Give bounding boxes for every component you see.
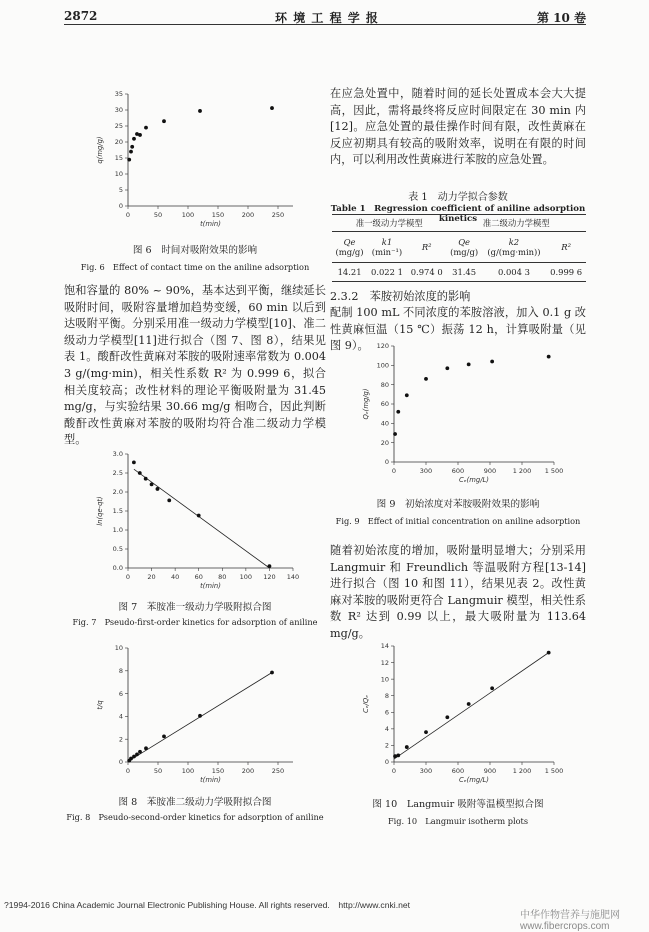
x-tick-label: 250	[271, 767, 285, 775]
x-tick-label: 150	[211, 211, 225, 219]
paragraph-isotherm: 随着初始浓度的增加，吸附量明显增大；分别采用 Langmuir 和 Freundlich 等温吸附方程[13-14]进行拟合（图 10 和图 11），结果见表 2。改性黄麻对苯胺的吸附更符合 Langmuir 模型，相关性系数 R² 达到 0.99 以上，最大吸附量为 113.64 mg/g。	[330, 544, 586, 640]
paragraph-kinetics: 饱和容量的 80% ~ 90%，基本达到平衡，继续延长吸附时间，吸附容量增加趋势变缓，60 min 以后到达吸附平衡。分别采用准一级动力学模型[10]、准二级动力学模型[11]进行拟合（图 7、图 8），结果见表 1。酸酐改性黄麻对苯胺的吸附速率常数为 0.004 3 g/(mg·min)，相关性系数 R² 为 0.999 6，拟合相关度较高；改性材料的理论平衡吸附量为 31.45 mg/g，与实验结果 30.66 mg/g 相吻合，因此判断酸酐改性黄麻对苯胺的吸附均符合准二级动力学模型。	[64, 284, 326, 447]
fit-line	[134, 469, 270, 568]
y-tick-label: 10	[380, 675, 389, 684]
x-tick-label: 140	[286, 573, 300, 581]
table-cell: 0.974 0	[407, 263, 447, 282]
data-point	[129, 150, 133, 154]
y-tick-label: 2	[384, 741, 389, 750]
data-point	[138, 471, 142, 475]
figure-9-caption-cn: 图 9 初始浓度对苯胺吸附效果的影响	[376, 499, 540, 510]
x-tick-label: 1 500	[544, 467, 564, 475]
y-tick-label: 5	[118, 186, 123, 195]
figure-10-caption-cn: 图 10 Langmuir 吸附等温模型拟合图	[372, 799, 544, 810]
table-cell: 31.45	[447, 263, 482, 282]
data-point	[490, 360, 494, 364]
data-point	[393, 432, 397, 436]
data-point	[467, 702, 471, 706]
y-tick-label: 120	[376, 342, 389, 351]
table-cell: 0.022 1	[367, 263, 407, 282]
y-tick-label: 14	[380, 642, 389, 651]
table-1-title-cn: 表 1 动力学拟合参数	[408, 192, 508, 203]
data-point	[144, 477, 148, 481]
y-tick-label: 2.0	[112, 488, 123, 497]
x-tick-label: 0	[125, 767, 131, 775]
data-point	[156, 487, 160, 491]
y-tick-label: 80	[380, 380, 389, 389]
x-tick-label: 200	[241, 211, 255, 219]
x-tick-label: 0	[391, 767, 397, 775]
x-tick-label: 100	[181, 211, 195, 219]
y-tick-label: 35	[114, 90, 123, 99]
y-tick-label: 0.0	[112, 564, 123, 573]
table-group-first-order: 准一级动力学模型	[332, 215, 447, 232]
x-tick-label: 100	[239, 573, 253, 581]
data-point	[144, 746, 148, 750]
y-axis-label: Cₑ/Qₑ	[362, 694, 370, 714]
figure-7-caption-cn: 图 7 苯胺准一级动力学吸附拟合图	[118, 602, 272, 613]
figure-7-chart	[88, 450, 308, 595]
y-tick-label: 8	[118, 667, 123, 675]
table-header: R²	[407, 232, 447, 263]
data-point	[268, 564, 272, 568]
y-tick-label: 8	[384, 691, 389, 700]
y-tick-label: 0	[118, 202, 123, 211]
x-tick-label: 150	[211, 767, 225, 775]
data-point	[144, 126, 148, 130]
data-point	[197, 514, 201, 518]
data-point	[138, 750, 142, 754]
data-point	[132, 460, 136, 464]
y-tick-label: 10	[114, 170, 123, 179]
data-point	[396, 753, 400, 757]
paragraph-emergency: 在应急处置中，随着时间的延长处置成本会大大提高，因此，需将最终将反应时间限定在 30 min 内[12]。应急处置的最佳操作时间有限，改性黄麻在反应初期具有较高的吸附效率，说明在有限的时间内，可以利用改性黄麻进行苯胺的应急处置。	[330, 87, 586, 167]
x-tick-label: 1 200	[512, 467, 532, 475]
copyright-footer: ?1994-2016 China Academic Journal Electronic Publishing House. All rights reserved. http://www.cnki.net	[4, 900, 411, 910]
y-tick-label: 6	[118, 689, 123, 698]
x-tick-label: 200	[241, 767, 255, 775]
data-point	[270, 106, 274, 110]
table-cell: 0.999 6	[546, 263, 586, 282]
table-cell: 0.004 3	[482, 263, 547, 282]
data-point	[127, 158, 131, 162]
x-tick-label: 300	[419, 767, 433, 775]
x-axis-label: Cₑ(mg/L)	[459, 776, 489, 784]
x-tick-label: 600	[451, 767, 465, 775]
data-point	[547, 355, 551, 359]
data-point	[162, 119, 166, 123]
figure-6-caption-cn: 图 6 时间对吸附效果的影响	[132, 245, 258, 256]
y-tick-label: 40	[380, 419, 389, 428]
y-tick-label: 2.5	[112, 469, 123, 478]
x-tick-label: 0	[125, 211, 131, 219]
data-point	[445, 366, 449, 370]
figure-9-caption-en: Fig. 9 Effect of initial concentration on aniline adsorption	[335, 516, 581, 526]
data-point	[138, 133, 142, 137]
x-axis-label: Cₑ(mg/L)	[459, 476, 489, 484]
header-rule	[64, 24, 586, 25]
data-point	[393, 754, 397, 758]
watermark: 中华作物营养与施肥网 www.fibercrops.com	[520, 910, 620, 932]
x-tick-label: 250	[271, 211, 285, 219]
x-tick-label: 100	[181, 767, 195, 775]
data-point	[424, 730, 428, 734]
paragraph-initial-concentration: 配制 100 mL 不同浓度的苯胺溶液，加入 0.1 g 改性黄麻恒温（15 ℃）振荡 12 h，计算吸附量（见图 9）。	[330, 306, 586, 353]
y-tick-label: 12	[380, 658, 389, 667]
data-point	[396, 410, 400, 414]
journal-title: 环 境 工 程 学 报	[275, 11, 379, 25]
data-point	[270, 671, 274, 675]
data-point	[547, 651, 551, 655]
figure-8-caption-cn: 图 8 苯胺准二级动力学吸附拟合图	[118, 797, 272, 808]
y-tick-label: 0	[384, 458, 389, 467]
figure-10-caption-en: Fig. 10 Langmuir isotherm plots	[387, 816, 529, 826]
x-tick-label: 20	[147, 573, 156, 581]
y-tick-label: 0	[384, 758, 389, 767]
y-tick-label: 1.0	[112, 526, 123, 535]
x-tick-label: 900	[483, 767, 497, 775]
table-group-second-order: 准二级动力学模型	[447, 215, 586, 232]
y-tick-label: 25	[114, 122, 123, 131]
x-axis-label: t(min)	[200, 582, 221, 590]
data-point	[167, 498, 171, 502]
data-point	[135, 752, 139, 756]
x-tick-label: 80	[218, 573, 227, 581]
y-tick-label: 6	[384, 708, 389, 717]
data-point	[445, 715, 449, 719]
table-header: k1 (min⁻¹)	[367, 232, 407, 263]
data-point	[130, 145, 134, 149]
y-axis-label: Qₑ(mg/g)	[362, 388, 370, 420]
table-1-title-en: Table 1 Regression coefficient of aniline adsorption kinetics	[330, 204, 586, 224]
section-title: 2.3.2 苯胺初始浓度的影响	[330, 290, 471, 303]
y-tick-label: 1.5	[112, 507, 123, 516]
table-header: k2 (g/(mg·min))	[482, 232, 547, 263]
data-point	[132, 137, 136, 141]
page-number: 2872	[64, 9, 98, 23]
data-point	[467, 362, 471, 366]
data-point	[150, 483, 154, 487]
table-header: R²	[546, 232, 586, 263]
x-tick-label: 40	[171, 573, 180, 581]
data-point	[198, 714, 202, 718]
table-header: Qe (mg/g)	[447, 232, 482, 263]
figure-6-chart	[88, 86, 308, 236]
data-point	[405, 745, 409, 749]
y-axis-label: t/q	[96, 700, 104, 710]
x-tick-label: 1 500	[544, 767, 564, 775]
x-tick-label: 0	[125, 573, 131, 581]
figure-6-caption-en: Fig. 6 Effect of contact time on the aniline adsorption	[80, 262, 310, 272]
y-tick-label: 20	[114, 138, 123, 147]
figure-8-caption-en: Fig. 8 Pseudo-second-order kinetics for adsorption of aniline	[66, 812, 324, 822]
y-tick-label: 15	[114, 154, 123, 163]
x-tick-label: 900	[483, 467, 497, 475]
table-header: Qe (mg/g)	[332, 232, 367, 263]
figure-9-chart	[360, 340, 565, 492]
x-axis-label: t(min)	[200, 220, 221, 228]
y-tick-label: 0.5	[112, 545, 123, 554]
y-tick-label: 2	[118, 735, 123, 744]
table-cell: 14.21	[332, 263, 367, 282]
x-tick-label: 50	[153, 211, 163, 219]
data-point	[490, 686, 494, 690]
x-tick-label: 300	[419, 467, 433, 475]
x-axis-label: t(min)	[200, 776, 221, 784]
y-tick-label: 10	[114, 644, 123, 653]
x-tick-label: 600	[451, 467, 465, 475]
x-tick-label: 0	[391, 467, 397, 475]
volume-label: 第 10 卷	[536, 11, 586, 25]
y-tick-label: 100	[376, 361, 389, 370]
y-axis-label: q(mg/g)	[96, 136, 104, 164]
y-tick-label: 60	[380, 400, 389, 409]
x-tick-label: 60	[194, 573, 203, 581]
figure-7-caption-en: Fig. 7 Pseudo-first-order kinetics for adsorption of aniline	[72, 617, 318, 627]
x-tick-label: 1 200	[512, 767, 532, 775]
x-tick-label: 120	[263, 573, 276, 581]
figure-10-chart	[360, 640, 565, 792]
data-point	[424, 377, 428, 381]
x-tick-label: 50	[153, 767, 163, 775]
y-tick-label: 4	[384, 725, 389, 734]
data-point	[198, 109, 202, 113]
y-tick-label: 0	[118, 758, 123, 767]
y-tick-label: 30	[114, 106, 123, 115]
table-1	[332, 214, 586, 282]
data-point	[405, 393, 409, 397]
y-tick-label: 4	[118, 712, 123, 721]
figure-8-chart	[88, 642, 308, 790]
y-tick-label: 20	[380, 438, 389, 447]
y-tick-label: 3.0	[112, 450, 123, 459]
y-axis-label: ln(qe-qt)	[96, 496, 104, 526]
data-point	[162, 734, 166, 738]
fit-line	[394, 653, 549, 759]
